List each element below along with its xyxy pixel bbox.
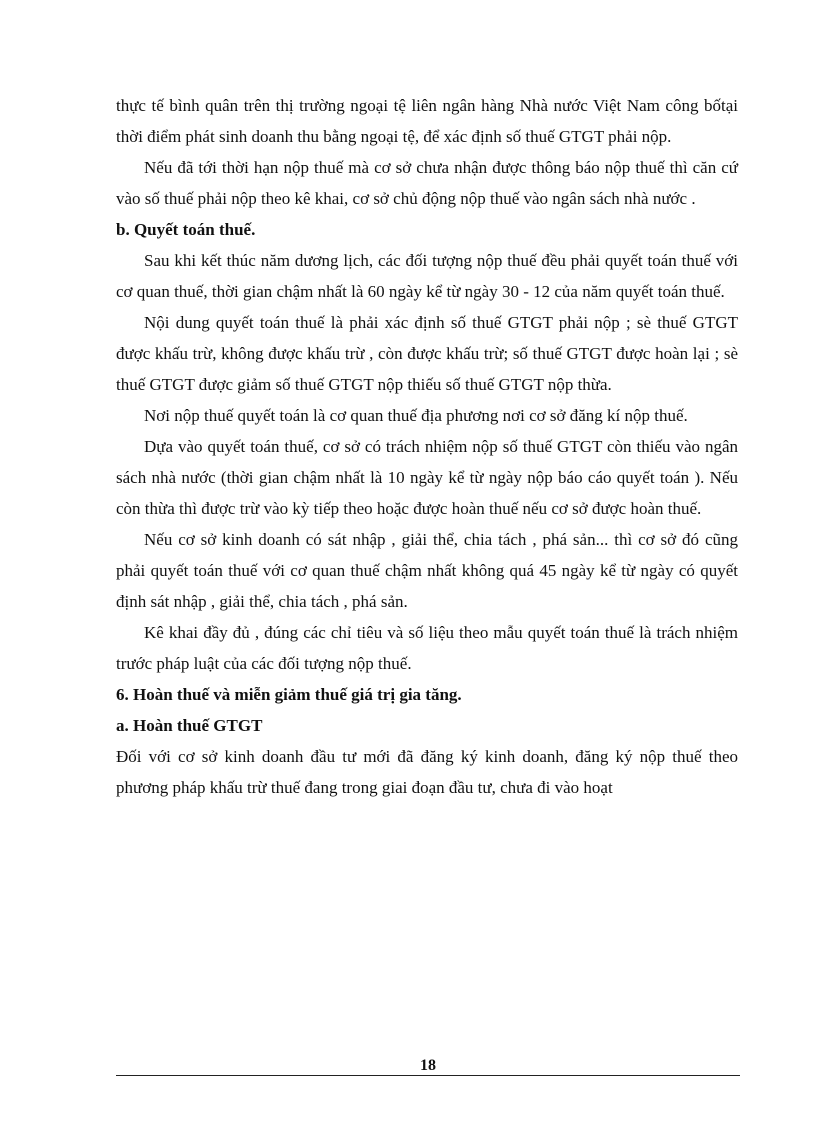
document-page	[116, 90, 738, 803]
paragraph-settlement-place: Nơi nộp thuế quyết toán là cơ quan thuế địa phương nơi cơ sở đăng kí nộp thuế.	[144, 406, 688, 425]
footer-divider	[116, 1075, 740, 1076]
section-heading-6-refund-exemption: 6. Hoàn thuế và miễn giảm thuế giá trị gia tăng.	[116, 685, 462, 704]
page-number: 18	[420, 1057, 436, 1074]
paragraph-new-investment: Đối với cơ sở kinh doanh đầu tư mới đã đăng ký kinh doanh, đăng ký nộp thuế theo phương pháp khấu trừ thuế đang trong giai đoạn đầu tư, chưa đi vào hoạt	[116, 747, 738, 797]
paragraph-merger-dissolution: Nếu cơ sở kinh doanh có sát nhập , giải thể, chia tách , phá sản... thì cơ sở đó cũng phải quyết toán thuế với cơ quan thuế chậm nhất không quá 45 ngày kể từ ngày có quyết định sát nhập , giải thể, chia tách , phá sản.	[116, 530, 738, 611]
paragraph-settlement-deadline: Sau khi kết thúc năm dương lịch, các đối tượng nộp thuế đều phải quyết toán thuế với cơ quan thuế, thời gian chậm nhất là 60 ngày kể từ ngày 30 - 12 của năm quyết toán thuế.	[116, 251, 738, 301]
page-footer	[116, 1056, 740, 1078]
paragraph-continuation: thực tế bình quân trên thị trường ngoại tệ liên ngân hàng Nhà nước Việt Nam công bốtại thời điểm phát sinh doanh thu bằng ngoại tệ, để xác định số thuế GTGT phải nộp.	[116, 96, 738, 146]
paragraph-declaration-responsibility: Kê khai đầy đủ , đúng các chỉ tiêu và số liệu theo mẫu quyết toán thuế là trách nhiệm trước pháp luật của các đối tượng nộp thuế.	[116, 623, 738, 673]
paragraph-settlement-content: Nội dung quyết toán thuế là phải xác định số thuế GTGT phải nộp ; sè thuế GTGT được khấu trừ, không được khấu trừ , còn được khấu trừ; số thuế GTGT được hoàn lại ; sè thuế GTGT được giảm số thuế GTGT nộp thiếu số thuế GTGT nộp thừa.	[116, 313, 738, 394]
paragraph-tax-deadline: Nếu đã tới thời hạn nộp thuế mà cơ sở chưa nhận được thông báo nộp thuế thì căn cứ vào số thuế phải nộp theo kê khai, cơ sở chủ động nộp thuế vào ngân sách nhà nước .	[116, 158, 738, 208]
section-heading-a-refund: a. Hoàn thuế GTGT	[116, 716, 263, 735]
section-heading-b-settlement: b. Quyết toán thuế.	[116, 220, 256, 239]
paragraph-settlement-obligation: Dựa vào quyết toán thuế, cơ sở có trách nhiệm nộp số thuế GTGT còn thiếu vào ngân sách nhà nước (thời gian chậm nhất là 10 ngày kể từ ngày nộp báo cáo quyết toán ). Nếu còn thừa thì được trừ vào kỳ tiếp theo hoặc được hoàn thuế nếu cơ sở được hoàn thuế.	[116, 437, 738, 518]
